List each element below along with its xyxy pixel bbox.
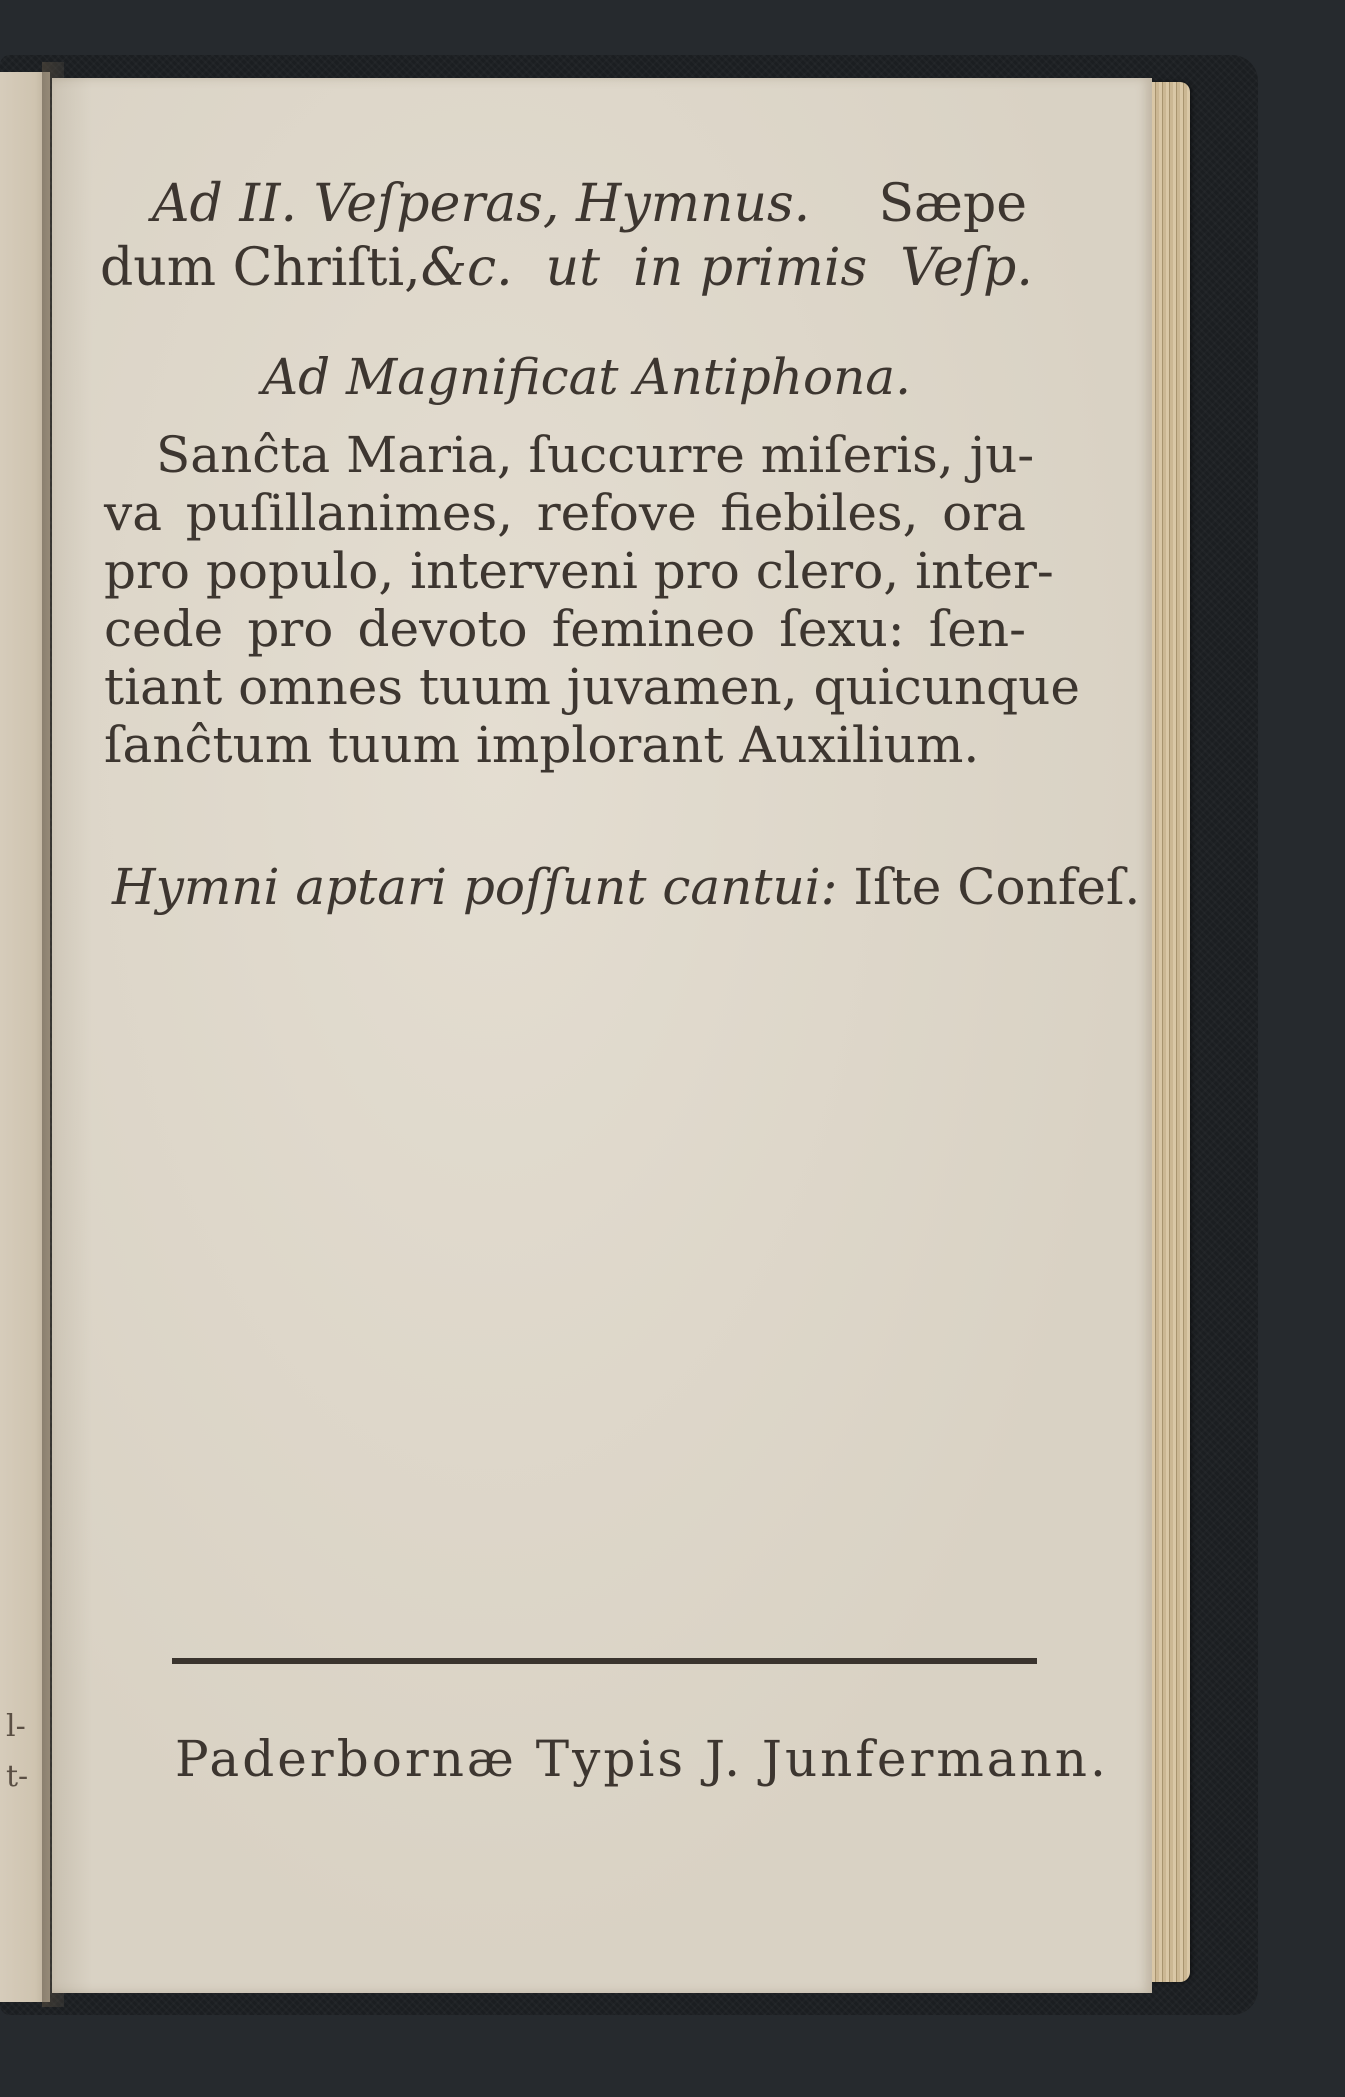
hymn-heading	[152, 174, 1027, 234]
printer-imprint: Paderbornæ Typis J. Junfermann.	[175, 1730, 1109, 1788]
antiphon-line: Sanĉta Maria, ſuccurre miſeris, ju-	[156, 426, 1035, 484]
hymn-note-roman: Iſte Confeſ.	[853, 858, 1141, 916]
antiphon-line: tiant omnes tuum juvamen, quicunque	[104, 658, 1080, 716]
heading-italic: Ad II. Veſperas, Hymnus.	[152, 174, 811, 234]
antiphon-line: pro populo, interveni pro clero, inter-	[104, 542, 1054, 600]
left-page-fragment: t-	[6, 1759, 29, 1794]
left-page-fragment: l-	[6, 1709, 26, 1744]
reference-roman: dum Chriſti,	[100, 238, 421, 298]
hymn-note	[112, 858, 1140, 916]
hymn-reference-line	[100, 238, 1033, 298]
horizontal-rule	[172, 1658, 1037, 1664]
antiphon-line: va puſillanimes, refove fiebiles, ora	[104, 484, 1026, 542]
page	[52, 78, 1152, 1993]
antiphon-title: Ad Magnificat Antiphona.	[262, 348, 911, 406]
antiphon-line: cede pro devoto femineo ſexu: ſen-	[104, 600, 1026, 658]
reference-italic: &c. ut in primis Veſp.	[420, 238, 1033, 298]
antiphon-line: ſanĉtum tuum implorant Auxilium.	[104, 716, 980, 774]
heading-roman: Sæpe	[878, 174, 1027, 234]
hymn-note-italic: Hymni aptari poſſunt cantui:	[112, 858, 838, 916]
